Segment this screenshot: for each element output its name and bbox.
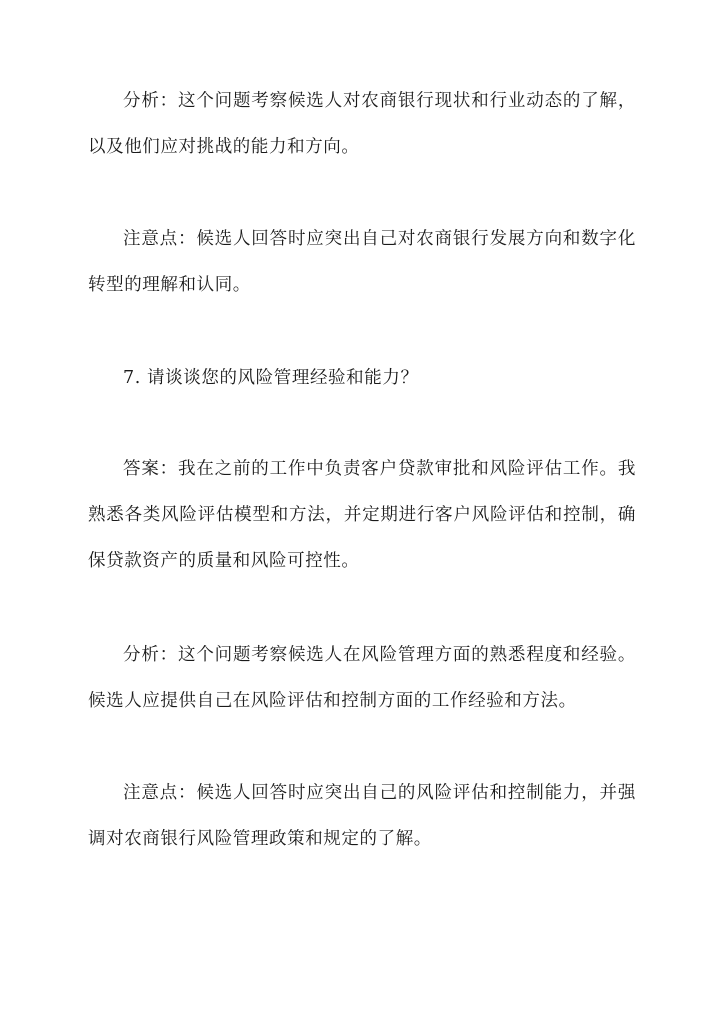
note-paragraph-1: 注意点：候选人回答时应突出自己对农商银行发展方向和数字化转型的理解和认同。: [88, 229, 636, 295]
note-paragraph-2: 注意点：候选人回答时应突出自己的风险评估和控制能力，并强调对农商银行风险管理政策和规定的了解。: [88, 783, 636, 849]
analysis-paragraph-1: 分析：这个问题考察候选人对农商银行现状和行业动态的了解，以及他们应对挑战的能力和方向。: [88, 91, 636, 157]
question-heading-7: 7. 请谈谈您的风险管理经验和能力？: [123, 368, 419, 388]
answer-paragraph: 答案：我在之前的工作中负责客户贷款审批和风险评估工作。我熟悉各类风险评估模型和方法，并定期进行客户风险评估和控制，确保贷款资产的质量和风险可控性。: [88, 459, 636, 571]
analysis-paragraph-2: 分析：这个问题考察候选人在风险管理方面的熟悉程度和经验。候选人应提供自己在风险评估和控制方面的工作经验和方法。: [88, 645, 636, 711]
